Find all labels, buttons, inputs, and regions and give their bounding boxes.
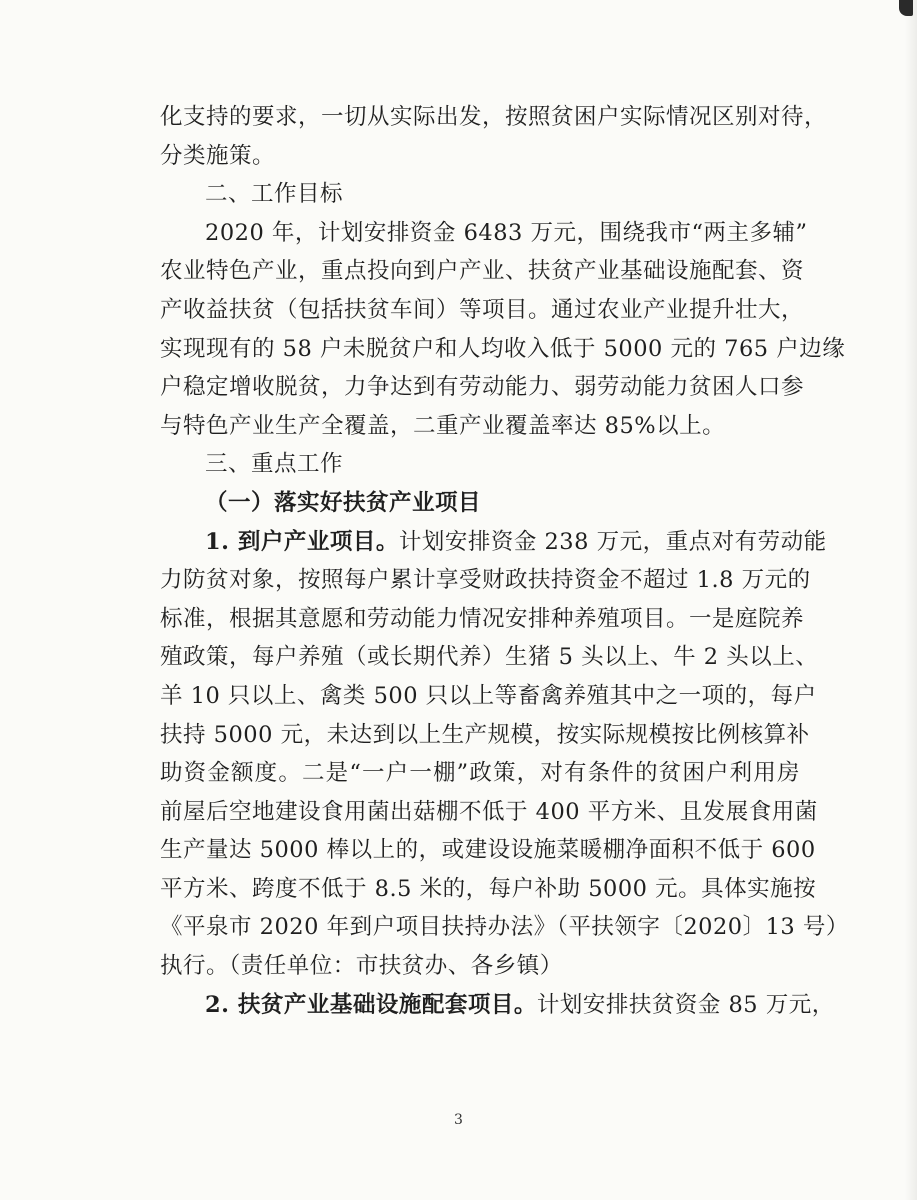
page-edge-shadow bbox=[905, 0, 917, 1200]
scan-corner-mark bbox=[899, 0, 913, 16]
section-heading-key-work: 三、重点工作 bbox=[205, 451, 344, 478]
text-line: 农业特色产业，重点投向到户产业、扶贫产业基础设施配套、资 bbox=[160, 258, 805, 285]
text-line: 执行。（责任单位：市扶贫办、各乡镇） bbox=[160, 953, 563, 980]
text-line: 生产量达 5000 棒以上的，或建设设施菜暖棚净面积不低于 600 bbox=[160, 837, 816, 864]
text-line: 实现现有的 58 户未脱贫户和人均收入低于 5000 元的 765 户边缘 bbox=[160, 335, 846, 362]
text-line: 标准，根据其意愿和劳动能力情况安排种养殖项目。一是庭院养 bbox=[160, 605, 805, 632]
text-line: 户稳定增收脱贫，力争达到有劳动能力、弱劳动能力贫困人口参 bbox=[160, 374, 805, 401]
text-line: 殖政策，每户养殖（或长期代养）生猪 5 头以上、牛 2 头以上、 bbox=[160, 644, 819, 671]
text-line: 化支持的要求，一切从实际出发，按照贫困户实际情况区别对待， bbox=[160, 104, 828, 130]
item-1-text: 计划安排资金 238 万元，重点对有劳动能 bbox=[398, 528, 827, 555]
text-line bbox=[160, 523, 827, 562]
document-body bbox=[160, 98, 849, 1024]
text-line: 2020 年，计划安排资金 6483 万元，围绕我市“两主多辅” bbox=[205, 219, 808, 246]
item-2-text: 计划安排扶贫资金 85 万元， bbox=[536, 991, 835, 1018]
text-line: 产收益扶贫（包括扶贫车间）等项目。通过农业产业提升壮大， bbox=[160, 296, 805, 323]
text-line: 与特色产业生产全覆盖，二重产业覆盖率达 85%以上。 bbox=[160, 412, 726, 439]
item-2-title: 2. 扶贫产业基础设施配套项目。 bbox=[205, 991, 537, 1018]
text-line: 扶持 5000 元，未达到以上生产规模，按实际规模按比例核算补 bbox=[160, 721, 810, 748]
text-line bbox=[160, 986, 835, 1025]
text-line: 平方米、跨度不低于 8.5 米的，每户补助 5000 元。具体实施按 bbox=[160, 875, 817, 902]
text-line: 力防贫对象，按照每户累计享受财政扶持资金不超过 1.8 万元的 bbox=[160, 567, 811, 594]
subsection-heading: （一）落实好扶贫产业项目 bbox=[205, 489, 482, 516]
item-1-title: 1. 到户产业项目。 bbox=[205, 528, 399, 555]
text-line: 分类施策。 bbox=[160, 142, 276, 169]
section-heading-goals: 二、工作目标 bbox=[205, 181, 344, 208]
text-line: 助资金额度。二是“一户一棚”政策，对有条件的贫困户利用房 bbox=[160, 760, 800, 787]
text-line: 《平泉市 2020 年到户项目扶持办法》（平扶领字〔2020〕13 号） bbox=[160, 914, 849, 941]
page-number: 3 bbox=[454, 1112, 463, 1128]
text-line: 前屋后空地建设食用菌出菇棚不低于 400 平方米、且发展食用菌 bbox=[160, 798, 818, 825]
text-line: 羊 10 只以上、禽类 500 只以上等畜禽养殖其中之一项的，每户 bbox=[160, 682, 817, 709]
